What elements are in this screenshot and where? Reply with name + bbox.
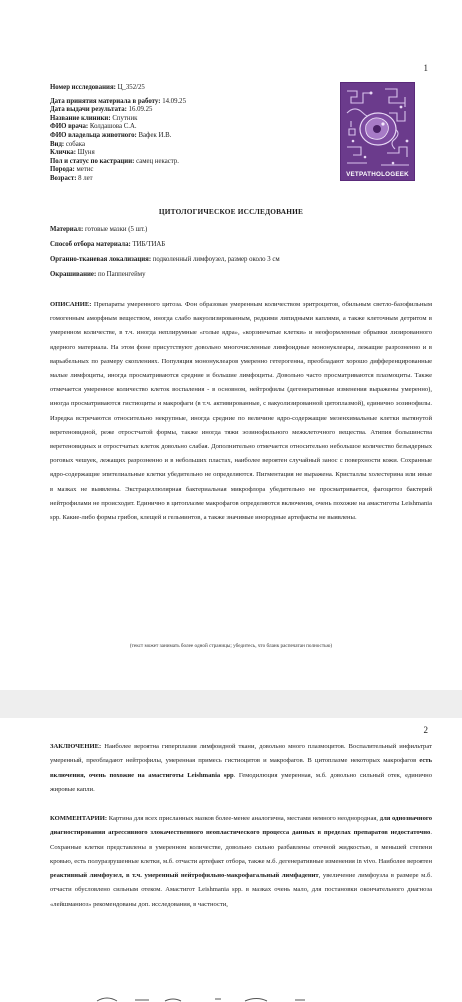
meta-value: 8 лет	[78, 174, 93, 182]
logo-text: VETPATHOLOGEEK	[346, 171, 409, 178]
meta-row-doctor: ФИО врача: Колдашова С.А.	[50, 123, 137, 131]
page-number: 1	[423, 63, 428, 73]
material-label: Материал	[50, 226, 81, 233]
meta-row-owner: ФИО владельца животного: Вафек И.В.	[50, 131, 172, 139]
meta-row-sex: Пол и статус по кастрации: самец некастр.	[50, 157, 179, 165]
meta-row-clinic: Название клиники: Спутник	[50, 114, 138, 122]
meta-label: ФИО врача	[50, 123, 86, 131]
description-section: ОПИСАНИЕ: Препараты умеренного цитоза. Фон образован умеренным количеством эритроцитов, обильным светло-базофильным гомогенным аморфным веществом, иногда слабо вакуолизированным, редкими липидными каплями, а также клеточным детритом в умеренном количестве, в т.ч. иногда неплирумные «голые ядра», «корзинчатые клетки» и неоформленные обрывки лизированного ядерного материала. На этом фоне присутствуют довольно многочисленные лимфоидные мононуклеары, лежащие разрозненно и в варьабельных по размеру скоплениях. Популяция мононуклеаров умеренно гетерогенна, преобладают хорошо дифференцированные малые лимфоциты, иногда просматриваются средние и большие лимфоциты. Довольно часто просматриваются плазмоциты. Также отмечается умеренное количество клеток воспаления - в основном, нейтрофилы (дегенеративные изменения выражены умеренно), иногда просматриваются гистиоциты и макрофаги (в т.ч. активированные, с вакуолизированной цитоплазмой), единично эозинофилы. Изредка встречаются относительно некрупные, иногда средние по величине ядро-содержащие мезенхимальные клетки вытянутой веретеновидной, реже отростчатой формы, также иногда тяжи эозинофильного межклеточного вещества. Атипия большинства веретеновидных и отростчатых клеток довольно слабая. Дополнительно отмечается относительно небольшое количество безъядерных роговых чешуек, лежащих разрозненно и в небольших пластах, наиболее вероятен случайный занос с поверхности кожи. Сохранные ядро-содержащие эпителиальные клетки убедительно не определяются. Пигментация не выражена. Кристаллы холестерина или иные в мазках не выявлены. Экстрацеллюлярная бактериальная микрофлора убедительно не просматривается, фагоцитоз бактерий нейтрофилами не происходит. Единично в цитоплазме макрофагов определяются включения, очень похожие на амастиготы Leishmania spp. Какие-либо формы грибов, клещей и гельминтов, а также значимые инородные артефакты не выявлены.	[50, 301, 432, 522]
meta-value: Вафек И.В.	[138, 131, 172, 139]
material-value: подколенный лимфоузел, размер около 3 см	[152, 256, 280, 263]
meta-label: Название клиники	[50, 114, 109, 122]
meta-row-age: Возраст: 8 лет	[50, 174, 93, 182]
meta-label: Пол и статус по кастрации	[50, 157, 133, 165]
meta-value: 14.09.25	[162, 97, 186, 105]
meta-value: Ц_352/25	[117, 84, 145, 91]
meta-value: Колдашова С.А.	[89, 123, 137, 131]
material-block	[50, 226, 420, 286]
patient-info-block	[50, 84, 330, 184]
meta-row-species: Вид: собака	[50, 140, 85, 148]
meta-label: Номер исследования	[50, 84, 114, 91]
material-row-staining: Окрашивание: по Паппенгейму	[50, 271, 146, 278]
meta-label: Вид	[50, 140, 62, 148]
meta-value: Шуня	[77, 149, 95, 157]
conclusion-label: ЗАКЛЮЧЕНИЕ	[50, 743, 100, 750]
meta-value: метис	[76, 166, 94, 174]
material-row-localization: Органно-тканевая локализация: подколенный лимфоузел, размер около 3 см	[50, 256, 280, 263]
meta-row-result-date: Дата выдачи результата: 16.09.25	[50, 106, 153, 114]
meta-value: собака	[65, 140, 85, 148]
material-value: ТИБ/ТИАБ	[132, 241, 166, 248]
meta-label: Дата принятия материала в работу	[50, 97, 159, 105]
comments-text-part3: , увеличение лимфоузла в размере м.б. отчасти обусловлено сильным отеком. Амастигот Leishmania spp. в мазках очень мало, для постановки окончательного диагноза «лейшманиоз» рекомендованы доп. исследования, в частности,	[50, 872, 432, 908]
conclusion-section: ЗАКЛЮЧЕНИЕ: Наиболее вероятна гиперплазия лимфоидной ткани, довольно много плазмоцитов. Воспалительный инфильтрат умеренный, преобладают нейтрофилы, умеренная примесь гистиоцитов и макрофагов. В цитоплазме некоторых макрофагов есть включения, очень похожие на амастиготы Leishmania spp. Гемодилюция умеренная, м.б. довольно сильный отек, единично жировые капли.	[50, 743, 432, 794]
meta-value: самец некастр.	[136, 157, 179, 165]
conclusion-text-bold: есть включения, очень похожие на амастиготы Leishmania spp	[50, 757, 432, 779]
material-row-material: Материал: готовые мазки (5 шт.)	[50, 226, 148, 233]
logo-pattern-icon	[341, 83, 415, 171]
vetpathologeek-logo	[340, 82, 415, 181]
meta-label: Кличка	[50, 149, 74, 157]
report-title: ЦИТОЛОГИЧЕСКОЕ ИССЛЕДОВАНИЕ	[158, 207, 304, 216]
page-separator	[0, 690, 462, 718]
signature-fragment-icon	[95, 996, 355, 1002]
comments-text-bold2: реактивный лимфоузел, в т.ч. умеренный нейтрофильно-макрофагальный лимфаденит	[50, 872, 319, 880]
comments-text-part1: Картина для всех присланных мазков более-менее аналогична, местами немного неоднородная,	[108, 815, 379, 822]
meta-row-breed: Порода: метис	[50, 166, 94, 174]
description-label: ОПИСАНИЕ	[50, 301, 90, 308]
comments-text-part2: . Сохранные клетки представлены в умеренном количестве, довольно сильно разбавлены отечной жидкостью, в меньшей степени кровью, есть полуразрушенные клетки, м.б. отчасти артефакт отбора, также м.б. дегенеративные изменения in vivo. Наиболее вероятен	[50, 829, 432, 865]
conclusion-text-part2: . Гемодилюция умеренная, м.б. довольно сильный отек, единично жировые капли.	[50, 771, 432, 794]
meta-row-received-date: Дата принятия материала в работу: 14.09.25	[50, 97, 186, 105]
meta-label: Порода	[50, 166, 73, 174]
print-note: (текст может занимать более одной страницы; убедитесь, что бланк распечатан полностью)	[129, 643, 333, 649]
meta-label: Дата выдачи результата	[50, 106, 125, 114]
meta-label: ФИО владельца животного	[50, 131, 135, 139]
material-label: Органно-тканевая локализация	[50, 256, 149, 263]
material-label: Способ отбора материала	[50, 241, 129, 248]
meta-value: Спутник	[112, 114, 138, 122]
page-number: 2	[423, 725, 428, 735]
comments-text-bold1: для однозначного диагностирования агрессивного злокачественного неопластического процесса данных в пределах препаратов недостаточно	[50, 815, 432, 837]
material-value: готовые мазки (5 шт.)	[84, 226, 148, 233]
comments-section: КОММЕНТАРИИ: Картина для всех присланных мазков более-менее аналогична, местами немного неоднородная, для однозначного диагностирования агрессивного злокачественного неопластического процесса данных в пределах препаратов недостаточно. Сохранные клетки представлены в умеренном количестве, довольно сильно разбавлены отечной жидкостью, в меньшей степени кровью, есть полуразрушенные клетки, м.б. отчасти артефакт отбора, также м.б. дегенеративные изменения in vivo. Наиболее вероятен реактивный лимфоузел, в т.ч. умеренный нейтрофильно-макрофагальный лимфаденит, увеличение лимфоузла в размере м.б. отчасти обусловлено сильным отеком. Амастигот Leishmania spp. в мазках очень мало, для постановки окончательного диагноза «лейшманиоз» рекомендованы доп. исследования, в частности,	[50, 815, 432, 908]
material-row-method: Способ отбора материала: ТИБ/ТИАБ	[50, 241, 166, 248]
description-text: Препараты умеренного цитоза. Фон образован умеренным количеством эритроцитов, обильным светло-базофильным гомогенным аморфным веществом, иногда слабо вакуолизированным, редкими липидными каплями, а также клеточным детритом в умеренном количестве, в т.ч. иногда неплирумные «голые ядра», «корзинчатые клетки» и неоформленные обрывки лизированного ядерного материала. На этом фоне присутствуют довольно многочисленные лимфоидные мононуклеары, лежащие разрозненно и в варьабельных по размеру скоплениях. Популяция мононуклеаров умеренно гетерогенна, преобладают хорошо дифференцированные малые лимфоциты, иногда просматриваются средние и большие лимфоциты. Довольно часто просматриваются плазмоциты. Также отмечается умеренное количество клеток воспаления - в основном, нейтрофилы (дегенеративные изменения выражены умеренно), иногда просматриваются гистиоциты и макрофаги (в т.ч. активированные, с вакуолизированной цитоплазмой), единично эозинофилы. Изредка встречаются относительно некрупные, иногда средние по величине ядро-содержащие мезенхимальные клетки вытянутой веретеновидной, реже отростчатой формы, также иногда тяжи эозинофильного межклеточного вещества. Атипия большинства веретеновидных и отростчатых клеток довольно слабая. Дополнительно отмечается относительно небольшое количество безъядерных роговых чешуек, лежащих разрозненно и в небольших пластах, наиболее вероятен случайный занос с поверхности кожи. Сохранные ядро-содержащие эпителиальные клетки убедительно не определяются. Пигментация не выражена. Кристаллы холестерина или иные в мазках не выявлены. Экстрацеллюлярная бактериальная микрофлора убедительно не просматривается, фагоцитоз бактерий нейтрофилами не происходит. Единично в цитоплазме макрофагов определяются включения, очень похожие на амастиготы Leishmania spp. Какие-либо формы грибов, клещей и гельминтов, а также значимые инородные артефакты не выявлены.	[50, 301, 432, 522]
meta-row-study-number: Номер исследования: Ц_352/25	[50, 84, 145, 91]
meta-row-nickname: Кличка: Шуня	[50, 149, 95, 157]
material-value: по Паппенгейму	[97, 271, 146, 278]
report-page-2	[0, 718, 462, 1000]
meta-value: 16.09.25	[128, 106, 153, 114]
comments-label: КОММЕНТАРИИ	[50, 815, 105, 822]
meta-label: Возраст	[50, 174, 75, 182]
conclusion-text-part1: Наиболее вероятна гиперплазия лимфоидной ткани, довольно много плазмоцитов. Воспалительный инфильтрат умеренный, преобладают нейтрофилы, умеренная примесь гистиоцитов и макрофагов. В цитоплазме некоторых макрофагов	[50, 743, 432, 765]
material-label: Окрашивание	[50, 271, 94, 278]
